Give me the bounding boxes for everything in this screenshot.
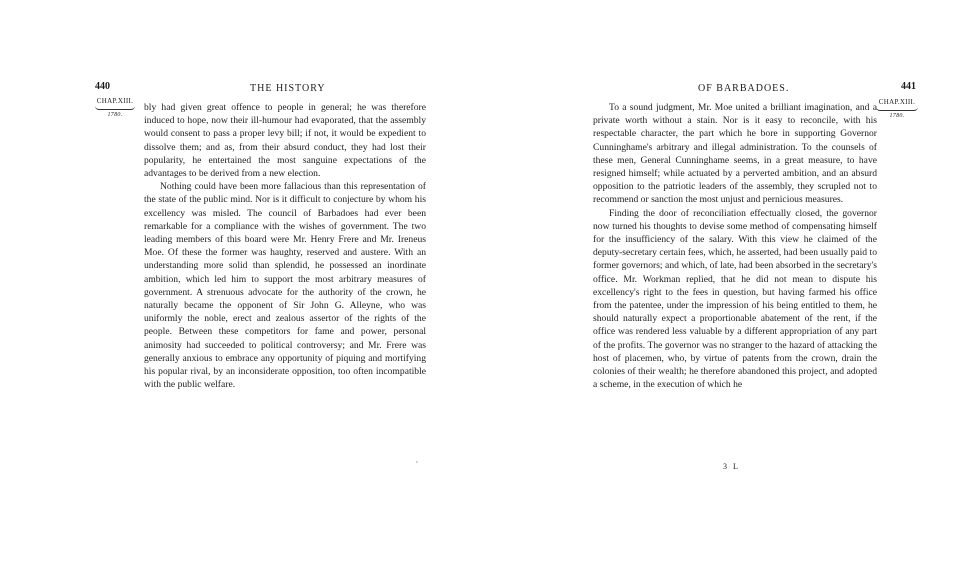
right-paragraph: Finding the door of reconciliation effectually closed, the governor now turned his thoughts to devise some method of compensating himself for the insufficiency of the salary. With this view he claimed of the deputy-secretary certain fees, which, he asserted, had been usually paid to former governors; and which, of late, had been absorbed in the secretary's office. Mr. Workman replied, that he did not mean to dispute his excellency's right to the fees in question, but having farmed his office from the patentee, under the impression of his being entitled to them, he should naturally expect a proportionable abatement of the rent, if the office was rendered less valuable by a different appropriation of any part of the profits. The governor was no stranger to the hazard of attacking the host of placemen, who, by virtue of patents from the crown, drain the colonies of their wealth; he therefore abandoned this project, and adopted a scheme, in the execution of which he <box>593 207 877 391</box>
right-paragraph: To a sound judgment, Mr. Moe united a brilliant imagination, and a private worth without a stain. Nor is it easy to reconcile, with his respectable character, the part which he bore in supporting Governor Cunninghame's arbitrary and illegal administration. To the counsels of these men, General Cunninghame seems, in a great measure, to have resigned himself; while actuated by a perverted ambition, and an absurd opposition to the patriotic leaders of the assembly, they scrupled not to recommend or sanction the most unjust and pernicious measures. <box>593 102 877 206</box>
left-margin-brace <box>95 106 135 110</box>
left-margin-note <box>93 97 137 120</box>
right-page <box>490 0 980 561</box>
right-margin-year: 1780. <box>889 113 905 119</box>
right-running-head: OF BARBADOES. <box>698 83 790 94</box>
right-text-block <box>593 101 877 391</box>
right-margin-brace <box>876 107 918 111</box>
left-page-number: 440 <box>95 81 110 92</box>
left-text-block <box>144 101 426 391</box>
right-margin-chapter: CHAP.XIII. <box>878 98 916 106</box>
left-paragraph: Nothing could have been more fallacious than this representation of the state of the public mind. Nor is it difficult to conjecture by whom his excellency was misled. The council of Barbadoes had ever been remarkable for a compliance with the wishes of government. The two leading members of this board were Mr. Henry Frere and Mr. Ireneus Moe. Of these the former was haughty, reserved and austere. With an understanding more solid than splendid, he possessed an inordinate ambition, which led him to support the most arbitrary measures of government. A strenuous advocate for the authority of the crown, he naturally became the opponent of Sir John G. Alleyne, who was uniformly the noble, erect and zealous assertor of the rights of the people. Between these competitors for fame and power, personal animosity had succeeded to political controversy; and Mr. Frere was generally anxious to embrace any opportunity of piquing and mortifying his popular rival, by an inconsiderate opposition, too often incompatible with the public welfare. <box>144 181 426 391</box>
left-running-head: THE HISTORY <box>250 83 326 94</box>
right-page-number: 441 <box>901 81 916 92</box>
right-margin-note <box>874 98 920 121</box>
stray-mark: , <box>416 455 418 464</box>
left-margin-chapter: CHAP.XIII. <box>96 97 134 105</box>
left-margin-year: 1780. <box>107 112 123 118</box>
signature-mark: 3 L <box>723 462 740 471</box>
left-paragraph: bly had given great offence to people in general; he was therefore induced to hope, now their ill-humour had evaporated, that the assembly would consent to pass a proper levy bill; if not, it would be expedient to dissolve them; and as, from their absurd conduct, they had lost their popularity, he entertained the most sanguine expectations of the advantages to be derived from a new election. <box>144 102 426 180</box>
